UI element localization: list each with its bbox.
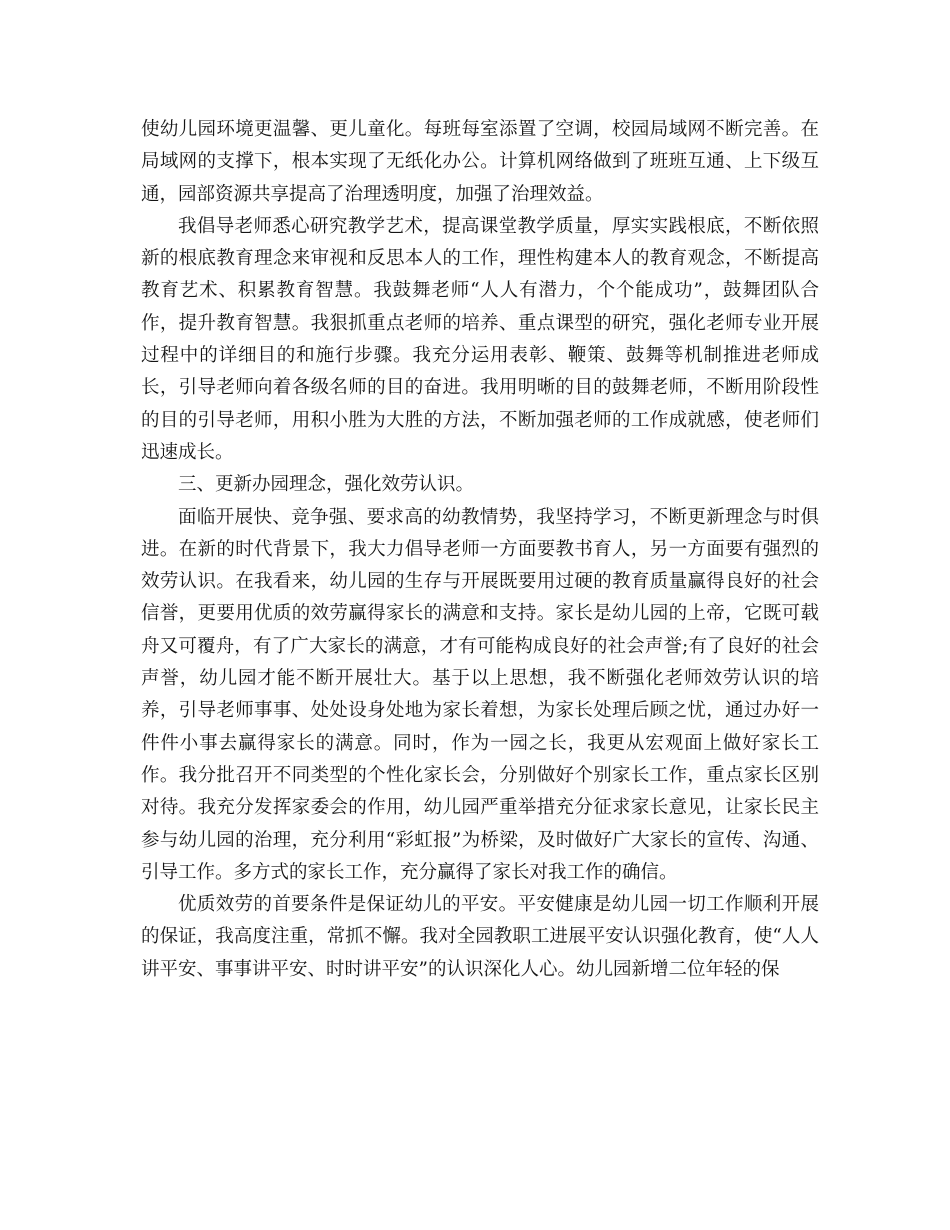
section-heading: 三、更新办园理念，强化效劳认识。 <box>178 474 475 496</box>
paragraph-4: 优质效劳的首要条件是保证幼儿的平安。平安健康是幼儿园一切工作顺利开展的保证，我高度注重，常抓不懈。我对全园教职工进展平安认识强化教育，使“人人讲平安、事事讲平安、时时讲平安”的认识深化人心。幼儿园新增二位年轻的保 <box>141 894 819 980</box>
paragraph-1: 使幼儿园环境更温馨、更儿童化。每班每室添置了空调，校园局域网不断完善。在局域网的支撑下，根本实现了无纸化办公。计算机网络做到了班班互通、上下级互通，园部资源共享提高了治理透明度，加强了治理效益。 <box>141 119 819 205</box>
paragraph-2: 我倡导老师悉心研究教学艺术，提高课堂教学质量，厚实实践根底，不断依照新的根底教育理念来审视和反思本人的工作，理性构建本人的教育观念，不断提高教育艺术、积累教育智慧。我鼓舞老师“人人有潜力，个个能成功”，鼓舞团队合作，提升教育智慧。我狠抓重点老师的培养、重点课型的研究，强化老师专业开展过程中的详细目的和施行步骤。我充分运用表彰、鞭策、鼓舞等机制推进老师成长，引导老师向着各级名师的目的奋进。我用明晰的目的鼓舞老师，不断用阶段性的目的引导老师，用积小胜为大胜的方法，不断加强老师的工作成就感，使老师们迅速成长。 <box>141 215 819 463</box>
paragraph-3: 面临开展快、竞争强、要求高的幼教情势，我坚持学习，不断更新理念与时俱进。在新的时代背景下，我大力倡导老师一方面要教书育人，另一方面要有强烈的效劳认识。在我看来，幼儿园的生存与开展既要用过硬的教育质量赢得良好的社会信誉，更要用优质的效劳赢得家长的满意和支持。家长是幼儿园的上帝，它既可载舟又可覆舟，有了广大家长的满意，才有可能构成良好的社会声誉;有了良好的社会声誉，幼儿园才能不断开展壮大。基于以上思想，我不断强化老师效劳认识的培养，引导老师事事、处处设身处地为家长着想，为家长处理后顾之忧，通过办好一件件小事去赢得家长的满意。同时，作为一园之长，我更从宏观面上做好家长工作。我分批召开不同类型的个性化家长会，分别做好个别家长工作，重点家长区别对待。我充分发挥家委会的作用，幼儿园严重举措充分征求家长意见，让家长民主参与幼儿园的治理，充分利用“彩虹报”为桥梁，及时做好广大家长的宣传、沟通、引导工作。多方式的家长工作，充分赢得了家长对我工作的确信。 <box>141 506 819 883</box>
document-body <box>141 114 819 986</box>
